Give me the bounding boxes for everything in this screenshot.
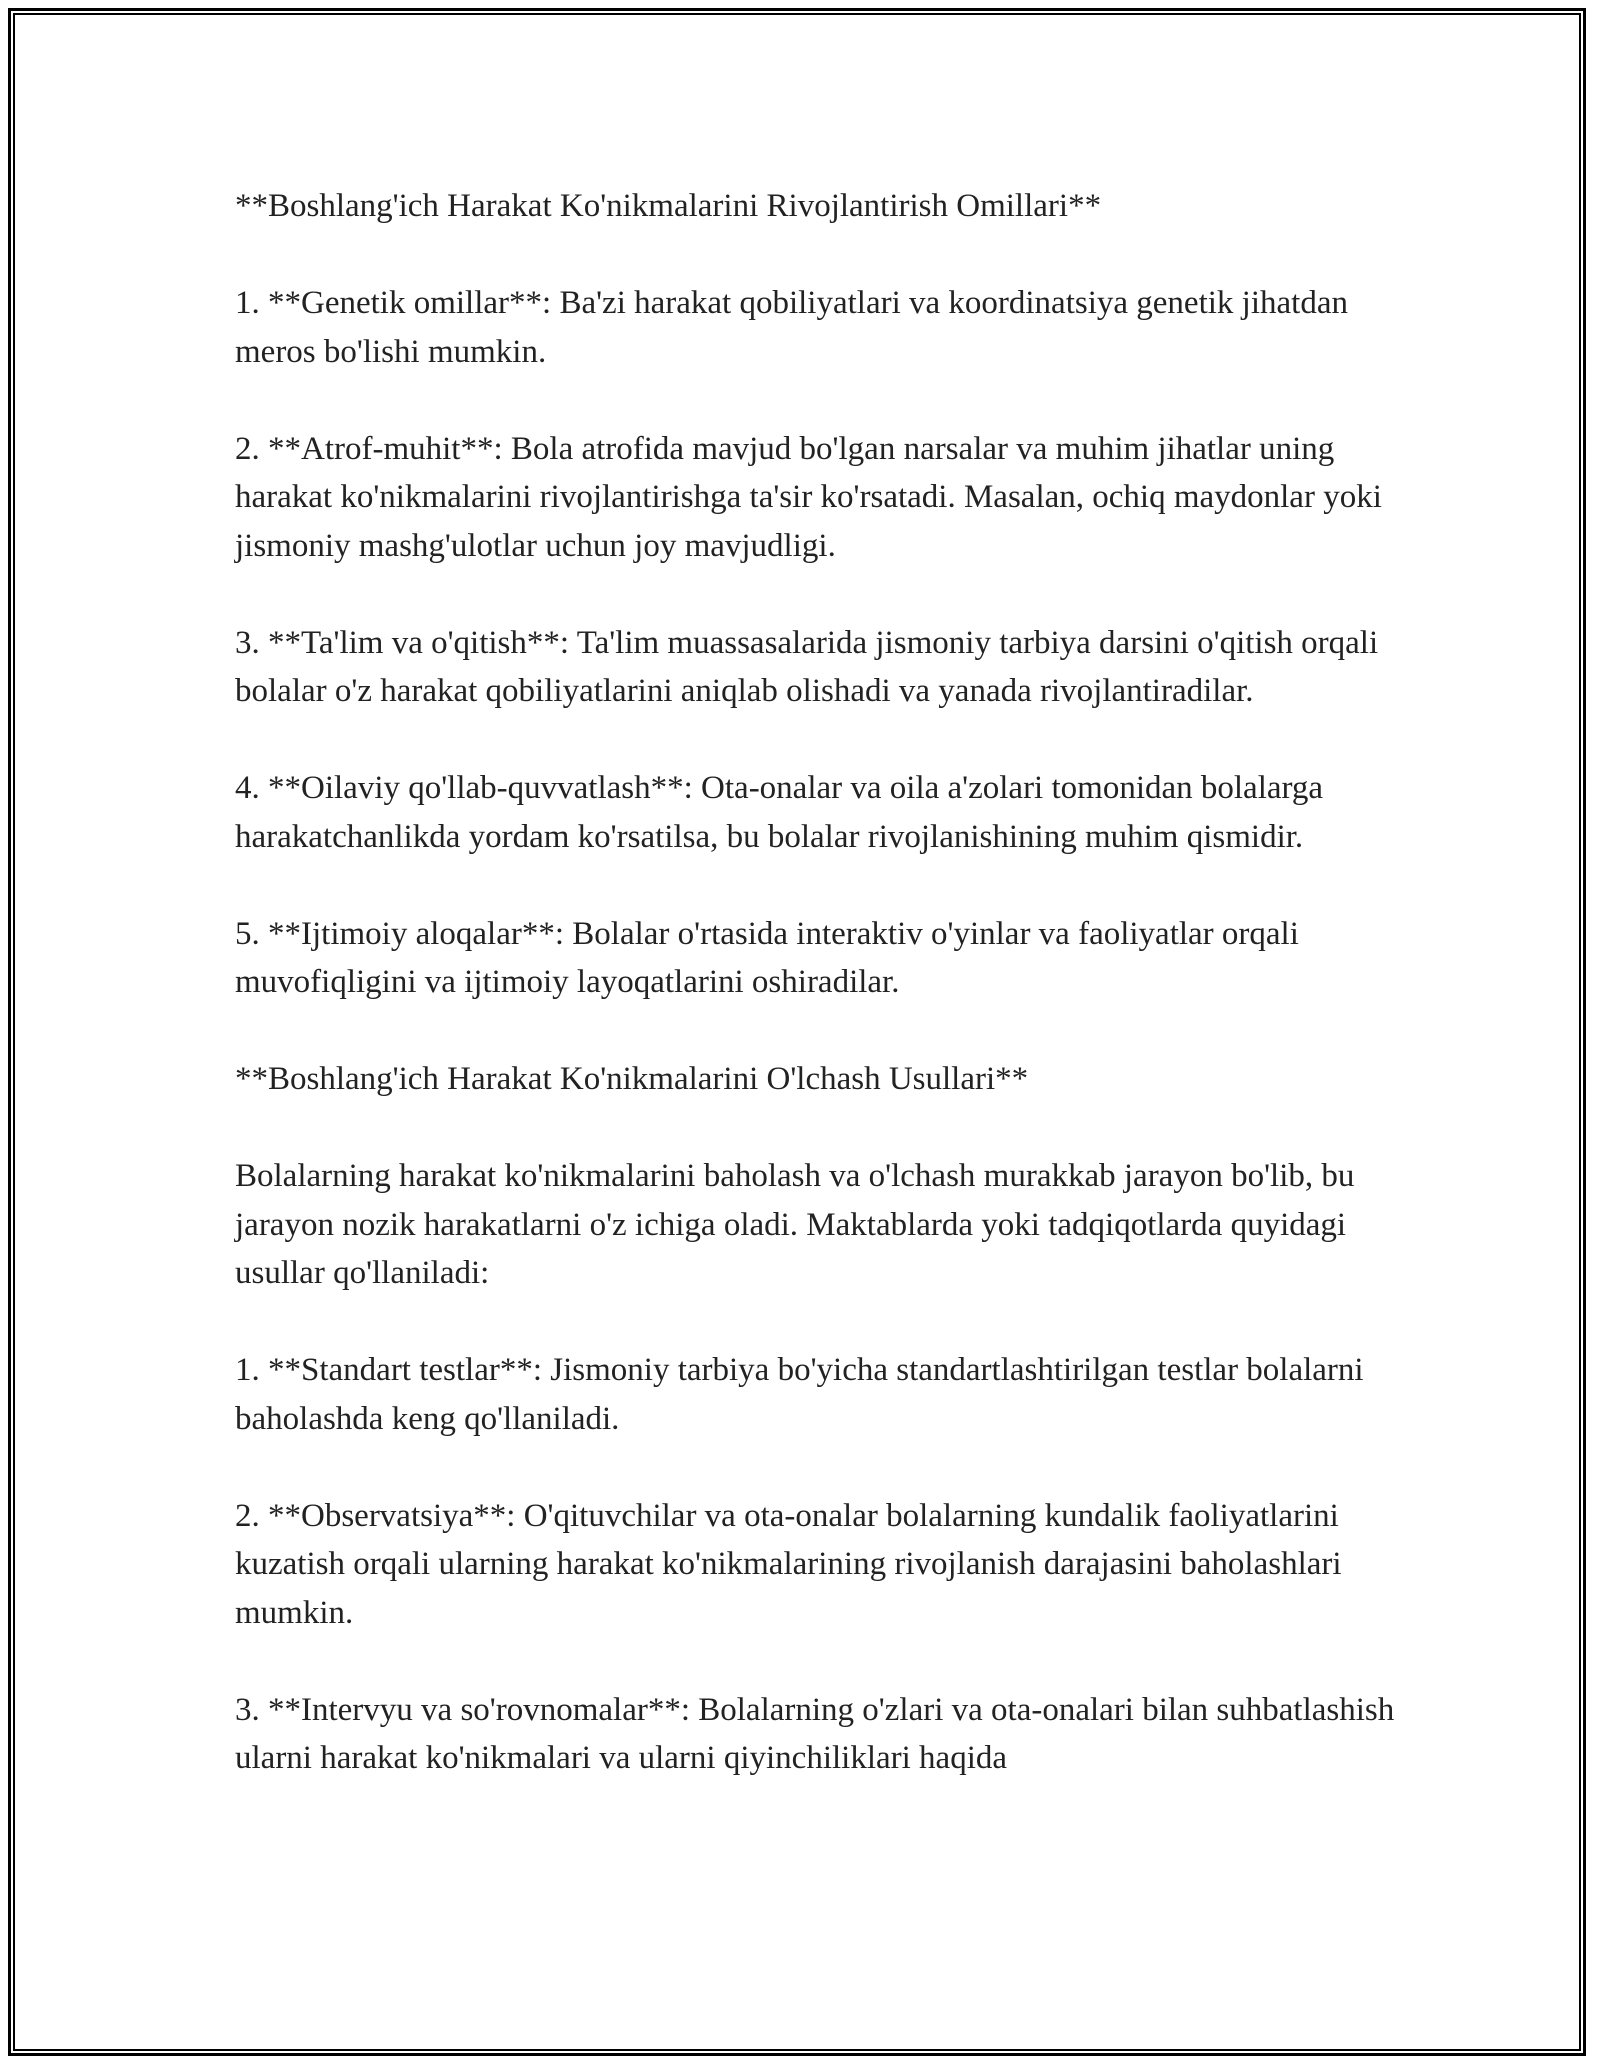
- list-item: 1. **Standart testlar**: Jismoniy tarbiya bo'yicha standartlashtirilgan testlar bolalarni baholashda keng qo'llaniladi.: [235, 1352, 1364, 1437]
- list-item: 3. **Ta'lim va o'qitish**: Ta'lim muassasalarida jismoniy tarbiya darsini o'qitish orqali bolalar o'z harakat qobiliyatlarini aniqlab olishadi va yanada rivojlantiradilar.: [235, 624, 1379, 709]
- list-item: 2. **Atrof-muhit**: Bola atrofida mavjud bo'lgan narsalar va muhim jihatlar uning harakat ko'nikmalarini rivojlantirishga ta'sir ko'rsatadi. Masalan, ochiq maydonlar yoki jismoniy mashg'ulotlar uchun joy mavjudligi.: [235, 430, 1382, 564]
- section-heading: **Boshlang'ich Harakat Ko'nikmalarini Rivojlantirish Omillari**: [235, 188, 1102, 224]
- list-item: 2. **Observatsiya**: O'qituvchilar va ota-onalar bolalarning kundalik faoliyatlarini kuzatish orqali ularning harakat ko'nikmalarining rivojlanish darajasini baholashlari mumkin.: [235, 1497, 1342, 1631]
- list-item: 1. **Genetik omillar**: Ba'zi harakat qobiliyatlari va koordinatsiya genetik jihatdan meros bo'lishi mumkin.: [235, 285, 1348, 370]
- list-item: 4. **Oilaviy qo'llab-quvvatlash**: Ota-onalar va oila a'zolari tomonidan bolalarga harakatchanlikda yordam ko'rsatilsa, bu bolalar rivojlanishining muhim qismidir.: [235, 770, 1324, 855]
- document-body: [235, 182, 1415, 1783]
- list-item: 5. **Ijtimoiy aloqalar**: Bolalar o'rtasida interaktiv o'yinlar va faoliyatlar orqali muvofiqligini va ijtimoiy layoqatlarini oshiradilar.: [235, 915, 1299, 1000]
- section-heading: **Boshlang'ich Harakat Ko'nikmalarini O'lchash Usullari**: [235, 1061, 1029, 1097]
- list-item: 3. **Intervyu va so'rovnomalar**: Bolalarning o'zlari va ota-onalari bilan suhbatlashish ularni harakat ko'nikmalari va ularni qiyinchiliklari haqida: [235, 1691, 1395, 1776]
- body-paragraph: Bolalarning harakat ko'nikmalarini baholash va o'lchash murakkab jarayon bo'lib, bu jarayon nozik harakatlarni o'z ichiga oladi. Maktablarda yoki tadqiqotlarda quyidagi usullar qo'llaniladi:: [235, 1158, 1355, 1291]
